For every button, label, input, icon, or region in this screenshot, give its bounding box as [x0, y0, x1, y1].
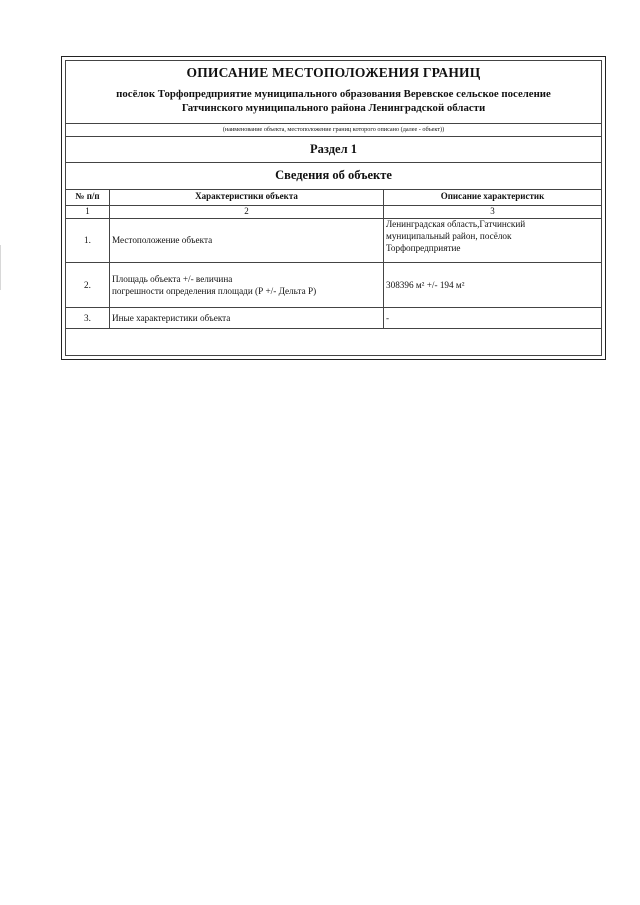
row-characteristic: Местоположение объекта — [110, 218, 384, 262]
title-row — [66, 61, 601, 85]
row-value — [384, 218, 601, 262]
row-value: 308396 м² +/- 194 м² — [386, 279, 465, 290]
table-header-row — [66, 189, 601, 206]
column-numbers-row — [66, 205, 601, 219]
row-characteristic-line-2: погрешности определения площади (Р +/- Дельта Р) — [112, 285, 317, 296]
row-value-line-2: муниципальный район, посёлок — [386, 231, 512, 241]
table-row — [66, 262, 601, 308]
row-characteristic — [110, 262, 384, 307]
subtitle-line-2: Гатчинского муниципального района Ленинградской области — [181, 102, 486, 114]
column-number-2: 2 — [110, 205, 384, 218]
section-row — [66, 136, 601, 163]
header-number: № п/п — [66, 189, 110, 205]
row-value-line-3: Торфопредприятие — [386, 243, 461, 253]
section-title: Сведения об объекте — [275, 168, 392, 182]
row-characteristic: Иные характеристики объекта — [110, 307, 384, 328]
row-value-line-1: Ленинградская область,Гатчинский — [386, 219, 526, 229]
table-row — [66, 307, 601, 329]
header-description: Описание характеристик — [440, 191, 545, 201]
column-number-3: 3 — [490, 206, 495, 216]
subtitle-row — [66, 87, 601, 124]
object-note-row — [66, 123, 601, 137]
document-frame — [61, 56, 606, 360]
row-number: 3. — [66, 307, 110, 328]
section-label: Раздел 1 — [310, 141, 357, 156]
table-row — [66, 218, 601, 263]
subtitle-line-1: посёлок Торфопредприятие муниципального образования Веревское сельское поселение — [116, 88, 551, 100]
header-characteristic: Характеристики объекта — [110, 189, 384, 205]
row-number: 2. — [66, 262, 110, 307]
document-title: ОПИСАНИЕ МЕСТОПОЛОЖЕНИЯ ГРАНИЦ — [186, 65, 481, 80]
column-number-1: 1 — [66, 205, 110, 218]
row-number: 1. — [66, 218, 110, 262]
scan-edge-mark — [0, 245, 1, 290]
document-inner-frame — [65, 60, 602, 356]
section-title-row — [66, 162, 601, 190]
row-characteristic-line-1: Площадь объекта +/- величина — [112, 273, 233, 284]
object-note: (наименование объекта, местоположение границ которого описано (далее - объект)) — [222, 125, 445, 133]
row-value: - — [386, 312, 390, 323]
